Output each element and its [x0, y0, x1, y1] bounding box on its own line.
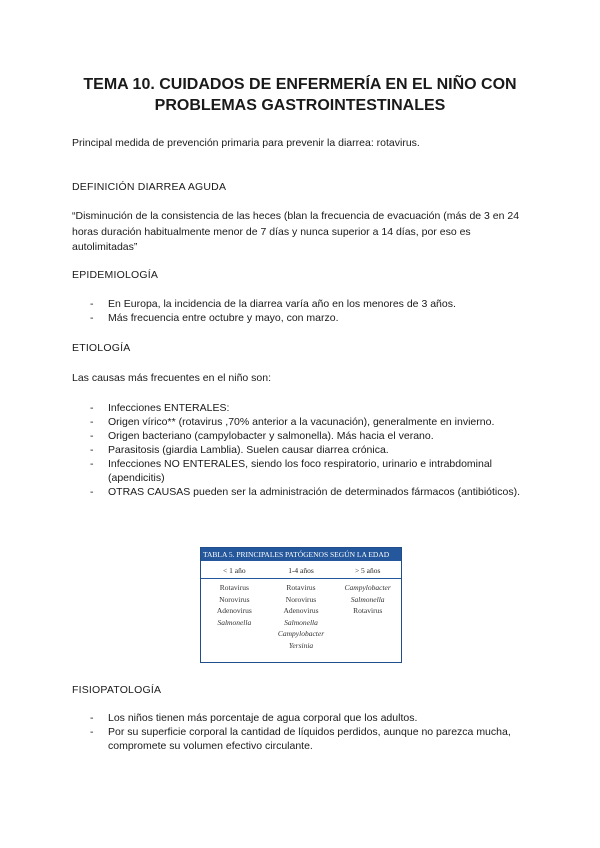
table-header-cell: 1-4 años [288, 566, 314, 575]
dash-bullet: - [90, 458, 94, 470]
table-header-cell: < 1 año [223, 566, 246, 575]
epidemiologia-list [72, 297, 532, 325]
table-cell: Adenovirus [216, 606, 252, 615]
dash-bullet: - [90, 298, 94, 310]
dash-bullet: - [90, 416, 94, 428]
etiologia-intro: Las causas más frecuentes en el niño son: [72, 372, 272, 384]
dash-bullet: - [90, 430, 94, 442]
dash-bullet: - [90, 726, 94, 738]
definicion-text: “Disminución de la consistencia de las heces (blan la frecuencia de evacuación (más de 3 en 24 horas duración habitualmente menor de 7 días y nunca superior a 14 días, por eso es autolimitadas” [72, 210, 520, 253]
list-item: - Origen bacteriano (campylobacter y salmonella). Más hacia el verano. [90, 430, 434, 442]
title-line-1: TEMA 10. CUIDADOS DE ENFERMERÍA EN EL NIÑO CON [83, 76, 517, 93]
table-column-under-1 [201, 582, 268, 651]
epidemiologia-heading: EPIDEMIOLOGÍA [72, 269, 159, 281]
table-cell: Campylobacter [344, 583, 391, 592]
list-item: - Origen vírico** (rotavirus ,70% anterior a la vacunación), generalmente en invierno. [90, 416, 495, 428]
title-line-2: PROBLEMAS GASTROINTESTINALES [154, 97, 446, 114]
intro-text: Principal medida de prevención primaria para prevenir la diarrea: rotavirus. [72, 137, 420, 149]
fisiopatologia-list [72, 711, 532, 753]
pathogens-table [200, 547, 402, 663]
table-cell: Rotavirus [286, 583, 316, 592]
list-item: - En Europa, la incidencia de la diarrea varía año en los menores de 3 años. [90, 298, 456, 310]
table-cell: Campylobacter [277, 629, 325, 638]
table-header-row [201, 564, 401, 579]
table-cell: Yersinia [288, 640, 314, 650]
table-cell: Salmonella [284, 617, 318, 627]
table-cell: Salmonella [217, 617, 252, 627]
list-item: - Los niños tienen más porcentaje de agua corporal que los adultos. [90, 712, 418, 724]
list-item: - Parasitosis (giardia Lamblia). Suelen causar diarrea crónica. [90, 444, 389, 456]
etiologia-heading: ETIOLOGÍA [72, 342, 131, 354]
dash-bullet: - [90, 444, 94, 456]
table-header-cell: > 5 años [354, 566, 381, 575]
table-cell: Adenovirus [283, 606, 319, 615]
dash-bullet: - [90, 402, 94, 414]
dash-bullet: - [90, 712, 94, 724]
table-column-1-4 [268, 582, 335, 651]
list-item: - OTRAS CAUSAS pueden ser la administración de determinados fármacos (antibióticos). [90, 486, 521, 498]
table-cell: Rotavirus [219, 583, 249, 592]
fisiopatologia-heading: FISIOPATOLOGÍA [72, 684, 162, 696]
list-item: - Por su superficie corporal la cantidad de líquidos perdidos, aunque no parezca mucha, compromete su volumen efectivo circulante. [90, 726, 511, 752]
table-cell: Norovirus [219, 594, 250, 604]
etiologia-list [72, 401, 532, 499]
table-cell: Salmonella [350, 594, 385, 604]
list-item: - Infecciones NO ENTERALES, siendo los foco respiratorio, urinario e intrabdominal (apendicitis) [90, 458, 493, 484]
table-column-over-5 [334, 582, 401, 651]
definicion-heading: DEFINICIÓN DIARREA AGUDA [72, 181, 227, 193]
table-cell: Norovirus [285, 594, 317, 604]
table-caption: TABLA 5. PRINCIPALES PATÓGENOS SEGÚN LA EDAD [201, 548, 401, 561]
list-item: - Infecciones ENTERALES: [90, 402, 230, 414]
dash-bullet: - [90, 312, 94, 324]
page-title [60, 74, 540, 116]
table-body [201, 579, 401, 651]
dash-bullet: - [90, 486, 94, 498]
table-cell: Rotavirus [353, 606, 383, 615]
list-item: - Más frecuencia entre octubre y mayo, con marzo. [90, 312, 339, 324]
